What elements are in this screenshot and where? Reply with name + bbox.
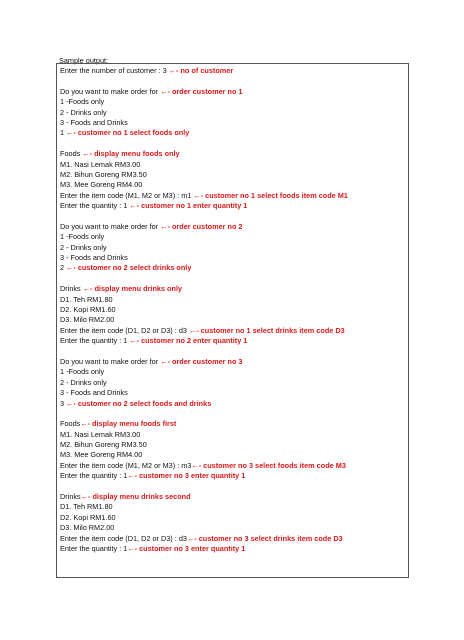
annotation-text: - order customer no 3 (167, 356, 243, 366)
annotation-text: - customer no 1 select foods item code M1 (200, 190, 348, 200)
annotation-text: - customer no 3 enter quantity 1 (134, 543, 246, 553)
output-line (60, 284, 405, 294)
console-text: Enter the item code (M1, M2 or M3) : m1 (60, 190, 194, 200)
console-text: 1 (60, 128, 67, 138)
output-line (60, 440, 405, 450)
left-arrow-icon: ← (168, 66, 176, 75)
output-line (60, 378, 405, 388)
output-line (60, 253, 405, 263)
output-line (60, 128, 405, 138)
console-text: 1 -Foods only (60, 232, 105, 242)
console-text: Drinks (60, 284, 83, 294)
output-lines (60, 66, 405, 554)
console-text: Enter the quantity : 1 (60, 201, 130, 211)
output-line (60, 149, 405, 159)
annotation-text: - order customer no 1 (167, 86, 243, 96)
left-arrow-icon: ← (82, 149, 90, 159)
output-line (60, 357, 405, 367)
output-line (60, 191, 405, 201)
output-line (60, 315, 405, 325)
blank-line (60, 211, 405, 221)
sample-output-label: Sample output: (59, 56, 109, 65)
output-line (60, 523, 405, 533)
console-text: Enter the quantity : 1 (60, 471, 128, 481)
left-arrow-icon: ← (66, 128, 74, 138)
left-arrow-icon: ← (186, 533, 195, 543)
console-text: Do you want to make order for (60, 221, 161, 231)
annotation-text: - customer no 2 enter quantity 1 (136, 336, 248, 346)
output-line (60, 87, 405, 97)
left-arrow-icon: ← (191, 460, 199, 470)
output-line (60, 232, 405, 242)
output-box (56, 63, 409, 578)
console-text: 1 -Foods only (60, 367, 105, 377)
console-text: D3. Milo RM2.00 (60, 523, 115, 533)
output-line (60, 108, 405, 118)
left-arrow-icon: ← (129, 201, 137, 211)
annotation-text: - order customer no 2 (167, 221, 243, 231)
output-line (60, 430, 405, 440)
blank-line (60, 482, 405, 492)
annotation-text: - display menu foods first (87, 419, 177, 429)
console-text: Foods (60, 149, 83, 159)
output-line (60, 492, 405, 502)
output-line (60, 118, 405, 128)
console-text: 1 -Foods only (60, 97, 105, 107)
left-arrow-icon: ← (82, 284, 90, 294)
output-line (60, 160, 405, 170)
blank-line (60, 139, 405, 149)
left-arrow-icon: ← (193, 190, 201, 200)
annotation-text: - customer no 3 select drinks item code D3 (194, 533, 343, 543)
console-text: M1. Nasi Lemak RM3.00 (60, 159, 141, 169)
console-text: 3 - Foods and Drinks (60, 253, 128, 263)
console-text: D2. Kopi RM1.60 (60, 304, 116, 314)
output-line (60, 326, 405, 336)
console-text: M2. Bihun Goreng RM3.50 (60, 169, 147, 179)
console-text: 3 - Foods and Drinks (60, 117, 128, 127)
left-arrow-icon: ← (160, 356, 168, 366)
output-line (60, 461, 405, 471)
console-text: 3 (60, 398, 67, 408)
console-text: Enter the item code (D1, D2 or D3) : d3 (60, 325, 189, 335)
output-line (60, 534, 405, 544)
console-text: Enter the item code (D1, D2 or D3) : d3 (60, 533, 187, 543)
console-text: M3. Mee Goreng RM4.00 (60, 180, 143, 190)
console-text: Enter the number of customer : 3 (60, 66, 169, 75)
output-line (60, 170, 405, 180)
console-text: 2 - Drinks only (60, 242, 107, 252)
console-text: Drinks (60, 492, 81, 502)
annotation-text: - customer no 3 enter quantity 1 (134, 471, 246, 481)
console-text: M3. Mee Goreng RM4.00 (60, 450, 143, 460)
output-line (60, 263, 405, 273)
annotation-text: - display menu foods only (89, 149, 180, 159)
console-text: 2 (60, 263, 67, 273)
output-line (60, 295, 405, 305)
annotation-text: - no of customer (176, 66, 234, 75)
console-text: M2. Bihun Goreng RM3.50 (60, 440, 147, 450)
console-text: M1. Nasi Lemak RM3.00 (60, 429, 141, 439)
console-text: D2. Kopi RM1.60 (60, 512, 116, 522)
blank-line (60, 274, 405, 284)
console-text: 3 - Foods and Drinks (60, 388, 128, 398)
output-line (60, 502, 405, 512)
output-line (60, 419, 405, 429)
output-line (60, 336, 405, 346)
annotation-text: - customer no 3 select foods item code M3 (198, 460, 346, 470)
output-line (60, 243, 405, 253)
annotation-text: - customer no 1 select drinks item code D3 (196, 325, 345, 335)
left-arrow-icon: ← (66, 263, 74, 273)
console-text: Enter the quantity : 1 (60, 336, 130, 346)
console-text: D1. Teh RM1.80 (60, 502, 113, 512)
console-text: D3. Milo RM2.00 (60, 315, 115, 325)
console-text: 2 - Drinks only (60, 107, 107, 117)
output-line (60, 388, 405, 398)
left-arrow-icon: ← (127, 543, 135, 553)
console-text: Do you want to make order for (60, 86, 161, 96)
output-line (60, 367, 405, 377)
left-arrow-icon: ← (129, 336, 137, 346)
output-line (60, 513, 405, 523)
output-line (60, 66, 405, 76)
annotation-text: - customer no 2 select drinks only (73, 263, 192, 273)
blank-line (60, 347, 405, 357)
output-line (60, 450, 405, 460)
output-line (60, 180, 405, 190)
output-line (60, 97, 405, 107)
left-arrow-icon: ← (160, 86, 168, 96)
output-line (60, 544, 405, 554)
left-arrow-icon: ← (127, 471, 135, 481)
console-text: D1. Teh RM1.80 (60, 294, 113, 304)
left-arrow-icon: ← (80, 492, 88, 502)
output-line (60, 305, 405, 315)
output-line (60, 201, 405, 211)
annotation-text: - display menu drinks second (87, 492, 191, 502)
output-line (60, 471, 405, 481)
console-text: Do you want to make order for (60, 356, 161, 366)
blank-line (60, 409, 405, 419)
annotation-text: - customer no 1 select foods only (73, 128, 190, 138)
console-text: 2 - Drinks only (60, 377, 107, 387)
left-arrow-icon: ← (66, 398, 74, 408)
console-text: Enter the quantity : 1 (60, 543, 128, 553)
left-arrow-icon: ← (80, 419, 88, 429)
output-line (60, 399, 405, 409)
console-text: Foods (60, 419, 81, 429)
annotation-text: - display menu drinks only (90, 284, 183, 294)
annotation-text: - customer no 1 enter quantity 1 (136, 201, 248, 211)
blank-line (60, 76, 405, 86)
annotation-text: - customer no 2 select foods and drinks (73, 398, 212, 408)
left-arrow-icon: ← (160, 221, 168, 231)
console-text: Enter the item code (M1, M2 or M3) : m3 (60, 460, 192, 470)
left-arrow-icon: ← (188, 325, 197, 335)
output-line (60, 222, 405, 232)
